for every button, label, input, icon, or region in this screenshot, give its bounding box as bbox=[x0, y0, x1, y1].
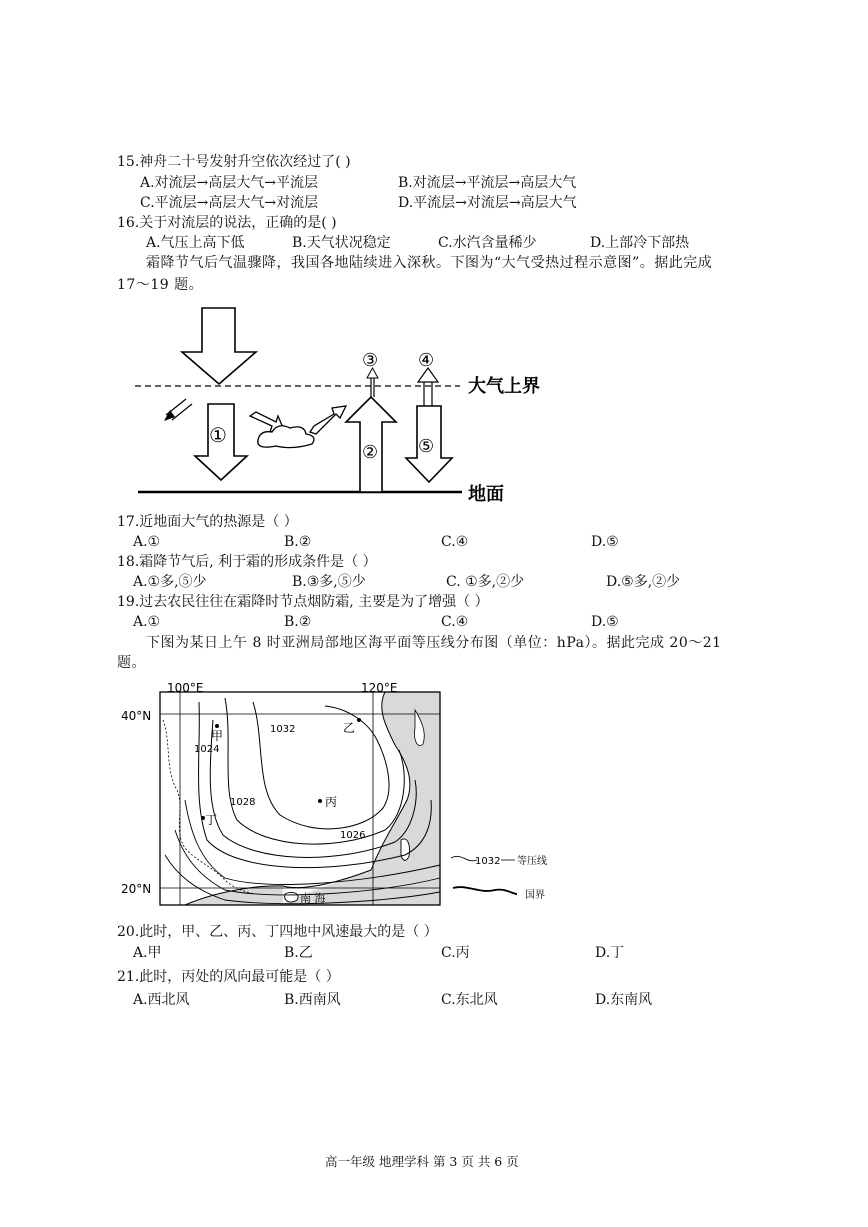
cloud bbox=[258, 426, 314, 448]
intro1-line1: 霜降节气后气温骤降，我国各地陆续进入深秋。下图为“大气受热过程示意图”。据此完成 bbox=[146, 255, 713, 271]
q19-option-c: C.④ bbox=[441, 614, 469, 630]
q17-option-c: C.④ bbox=[441, 534, 469, 550]
label-south-sea: 南 海 bbox=[300, 892, 326, 905]
q21-stem: 21.此时，丙处的风向最可能是（ ） bbox=[117, 969, 340, 985]
label-bing: 丙 bbox=[325, 795, 338, 809]
q16-option-b: B.天气状况稳定 bbox=[292, 235, 391, 251]
legend-border: 国界 bbox=[525, 890, 545, 901]
atmosphere-heating-diagram bbox=[130, 300, 570, 510]
label-jia: 甲 bbox=[211, 729, 224, 743]
point-bing bbox=[318, 799, 322, 803]
label-5: ⑤ bbox=[418, 436, 435, 457]
label-yi: 乙 bbox=[343, 721, 356, 735]
page-footer: 高一年级 地理学科 第 3 页 共 6 页 bbox=[325, 1154, 519, 1169]
q16-option-c: C.水汽含量稀少 bbox=[438, 235, 537, 251]
label-1: ① bbox=[209, 423, 227, 447]
lon-120e: 120°E bbox=[361, 681, 398, 695]
q19-option-a: A.① bbox=[133, 614, 161, 630]
isobar-1026 bbox=[210, 720, 416, 857]
hainan-island bbox=[285, 892, 298, 902]
label-4: ④ bbox=[418, 350, 435, 371]
point-jia bbox=[215, 724, 219, 728]
label-1024: 1024 bbox=[194, 744, 220, 755]
taiwan-island bbox=[401, 839, 410, 860]
q17-option-b: B.② bbox=[284, 534, 312, 550]
q20-option-b: B.乙 bbox=[284, 945, 313, 961]
q20-option-d: D.丁 bbox=[595, 945, 625, 961]
q15-option-a: A.对流层→高层大气→平流层 bbox=[140, 175, 319, 191]
q16-option-d: D.上部冷下部热 bbox=[590, 235, 690, 251]
label-1032: 1032 bbox=[270, 724, 296, 735]
q15-option-b: B.对流层→平流层→高层大气 bbox=[398, 175, 577, 191]
q19-option-b: B.② bbox=[284, 614, 312, 630]
point-yi bbox=[357, 718, 361, 722]
isobar-1028 bbox=[225, 698, 404, 844]
q18-option-c: C. ①多,②少 bbox=[446, 574, 525, 590]
q18-option-a: A.①多,⑤少 bbox=[133, 574, 207, 590]
q17-stem: 17.近地面大气的热源是（ ） bbox=[117, 514, 298, 530]
intro2-line1: 下图为某日上午 8 时亚洲局部地区海平面等压线分布图（单位：hPa）。据此完成 20～21 bbox=[146, 635, 722, 651]
intro2-line2: 题。 bbox=[117, 655, 146, 671]
label-2: ② bbox=[362, 442, 379, 463]
q16-option-a: A.气压上高下低 bbox=[146, 235, 245, 251]
q19-stem: 19.过去农民往往在霜降时节点烟防霜, 主要是为了增强（ ） bbox=[117, 594, 489, 610]
legend-isobar: 等压线 bbox=[517, 856, 547, 867]
label-ding: 丁 bbox=[205, 813, 218, 827]
q19-option-d: D.⑤ bbox=[591, 614, 619, 630]
arrow-from-cloud bbox=[310, 406, 346, 434]
q20-stem: 20.此时，甲、乙、丙、丁四地中风速最大的是（ ） bbox=[117, 924, 438, 940]
label-3: ③ bbox=[362, 350, 379, 371]
q21-option-a: A.西北风 bbox=[133, 992, 190, 1008]
legend-isobar-value: 1032 bbox=[475, 856, 501, 867]
label-ground: 地面 bbox=[468, 484, 504, 505]
lat-40n: 40°N bbox=[121, 709, 152, 723]
lon-100e: 100°E bbox=[167, 681, 204, 695]
label-atmosphere-top: 大气上界 bbox=[468, 376, 540, 397]
q15-option-d: D.平流层→对流层→高层大气 bbox=[398, 195, 577, 211]
isobar-1032 bbox=[253, 702, 389, 829]
q21-option-c: C.东北风 bbox=[441, 992, 498, 1008]
q20-option-c: C.丙 bbox=[441, 945, 470, 961]
label-1028: 1028 bbox=[230, 797, 256, 808]
q18-stem: 18.霜降节气后, 利于霜的形成条件是（ ） bbox=[117, 554, 377, 570]
q17-option-d: D.⑤ bbox=[591, 534, 619, 550]
intro1-line2: 17～19 题。 bbox=[117, 277, 204, 293]
q17-option-a: A.① bbox=[133, 534, 161, 550]
lat-20n: 20°N bbox=[121, 882, 152, 896]
q20-option-a: A.甲 bbox=[133, 945, 162, 961]
isobar-map bbox=[115, 680, 575, 910]
q21-option-d: D.东南风 bbox=[595, 992, 653, 1008]
q18-option-d: D.⑤多,②少 bbox=[606, 574, 681, 590]
solar-radiation-arrow bbox=[182, 308, 256, 384]
q18-option-b: B.③多,⑤少 bbox=[292, 574, 366, 590]
label-1026: 1026 bbox=[340, 830, 366, 841]
q16-stem: 16.关于对流层的说法，正确的是( ) bbox=[117, 215, 337, 231]
q15-stem: 15.神舟二十号发射升空依次经过了( ) bbox=[117, 154, 351, 170]
q15-option-c: C.平流层→高层大气→对流层 bbox=[140, 195, 319, 211]
q21-option-b: B.西南风 bbox=[284, 992, 341, 1008]
